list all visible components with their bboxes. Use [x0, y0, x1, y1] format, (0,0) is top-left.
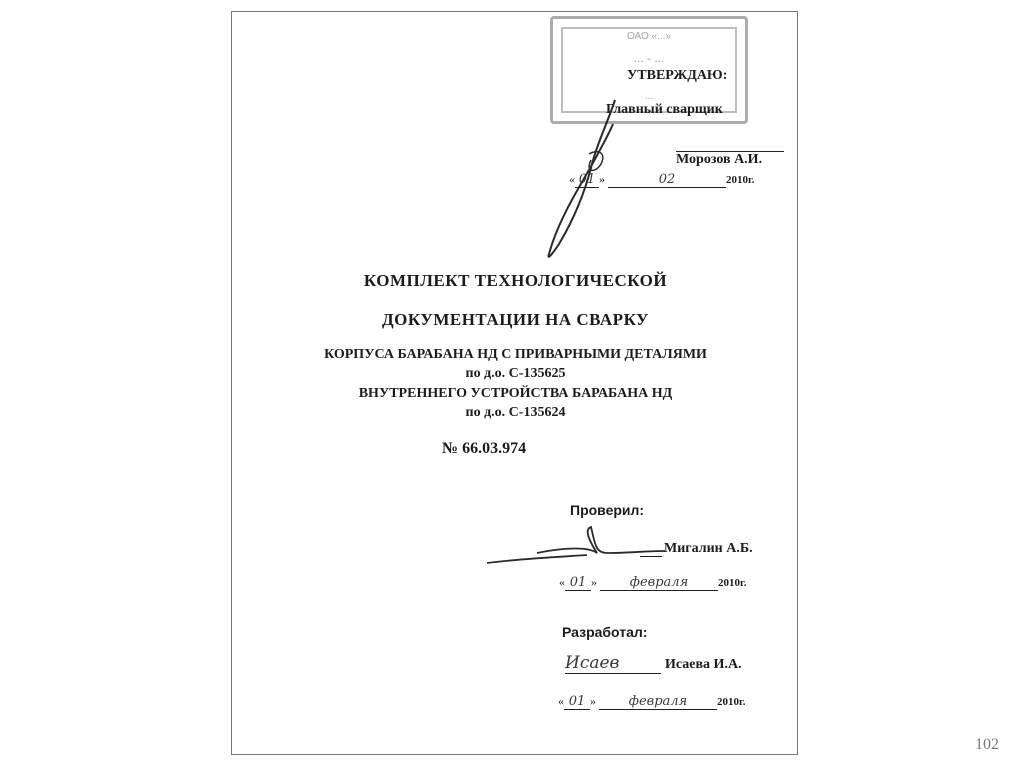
page-number: 102 [975, 736, 999, 753]
developed-date [558, 694, 746, 710]
quote-close: » [599, 172, 605, 186]
approval-date-month: 02 [608, 172, 726, 188]
developer-signature: Исаев [565, 653, 661, 674]
subject-2: ВНУТРЕННЕГО УСТРОЙСТВА БАРАБАНА НД [358, 386, 673, 401]
signature-line [676, 137, 784, 152]
approver-position: Главный сварщик [606, 102, 723, 117]
quote-open: « [569, 172, 575, 186]
stamp-line-3: ... [644, 91, 654, 102]
document-page [231, 11, 798, 755]
quote-close: » [590, 694, 596, 708]
doc-title-line-2: ДОКУМЕНТАЦИИ НА СВАРКУ [381, 310, 650, 329]
checked-date-month: февраля [600, 575, 718, 591]
approver-name: Морозов А.И. [676, 152, 763, 167]
approver-name-row [676, 136, 797, 168]
checked-date-year: 2010г. [718, 577, 747, 589]
approve-label: УТВЕРЖДАЮ: [627, 68, 728, 83]
developed-date-year: 2010г. [717, 696, 746, 708]
checked-date-day: 01 [565, 575, 591, 591]
doc-number: № 66.03.974 [442, 440, 527, 457]
signature-line [640, 542, 662, 557]
subject-2-ref: по д.о. С-135624 [465, 405, 566, 420]
approval-date-year: 2010г. [726, 174, 755, 186]
stamp-line-2: ... - ... [633, 51, 665, 65]
developed-date-month: февраля [599, 694, 717, 710]
checked-label: Проверил: [570, 502, 645, 518]
quote-close: » [591, 575, 597, 589]
approval-date-day: 01 [575, 172, 599, 188]
doc-title-line-1: КОМПЛЕКТ ТЕХНОЛОГИЧЕСКОЙ [363, 271, 668, 290]
developed-label: Разработал: [562, 624, 648, 640]
subject-1-ref: по д.о. С-135625 [465, 366, 566, 381]
stamp-line-1: ОАО «...» [626, 31, 672, 42]
subject-1: КОРПУСА БАРАБАНА НД С ПРИВАРНЫМИ ДЕТАЛЯМИ [324, 347, 707, 362]
checked-date [559, 575, 747, 591]
developer-name: Исаева И.А. [665, 657, 742, 672]
checker-name: Мигалин А.Б. [664, 541, 753, 556]
checker-signature [477, 517, 667, 577]
quote-open: « [559, 575, 565, 589]
quote-open: « [558, 694, 564, 708]
developer-name-row [565, 653, 742, 674]
checker-name-row [640, 539, 753, 557]
approver-signature [537, 94, 627, 264]
developed-date-day: 01 [564, 694, 590, 710]
